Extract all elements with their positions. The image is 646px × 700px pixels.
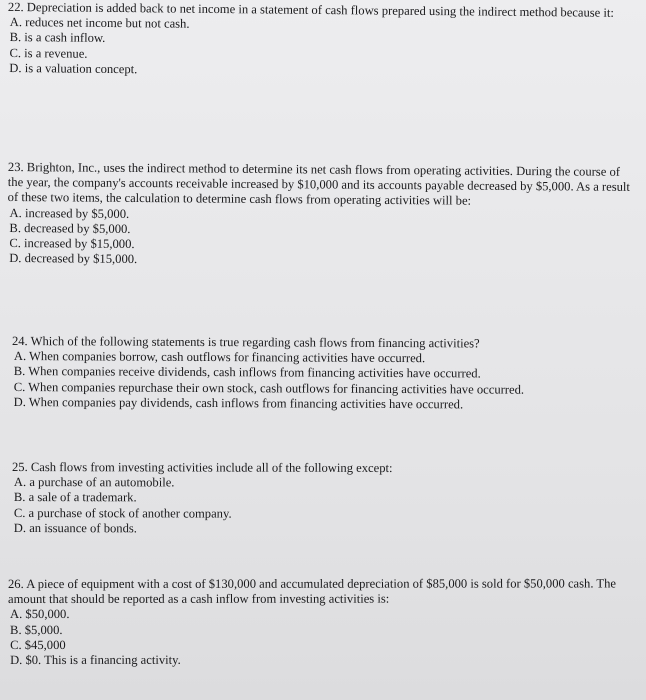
question-26 [8, 576, 634, 668]
answer-option-a: A. a purchase of an automobile. [13, 475, 175, 490]
answer-option-a: A. increased by $5,000. [9, 205, 130, 221]
answer-option-c: C. a purchase of stock of another company. [13, 505, 232, 521]
question-25 [12, 460, 622, 538]
answer-option-c: C. increased by $15,000. [9, 236, 135, 252]
question-stem: 23. Brighton, Inc., uses the indirect method to determine its net cash flows from operating activities. During the course of the year, the company's accounts receivable increased by $10,000 and its accounts payable decreased by $5,000. As a result of these two items, the calculation to determine cash flows from operating activities will be: [7, 160, 631, 209]
answer-option-b: B. When companies receive dividends, cash inflows from financing activities have occurred. [13, 364, 481, 381]
answer-option-d: D. When companies pay dividends, cash inflows from financing activities have occurred. [13, 394, 464, 412]
question-stem: 22. Depreciation is added back to net income in a statement of cash flows prepared using the indirect method because it: [7, 0, 615, 20]
question-stem: 24. Which of the following statements is true regarding cash flows from financing activities? [11, 334, 480, 351]
answer-options [8, 607, 634, 668]
question-stem: 26. A piece of equipment with a cost of $130,000 and accumulated depreciation of $85,000 is sold for $50,000 cash. The amount that should be reported as a cash inflow from investing activities is: [8, 576, 616, 607]
answer-option-b: B. a sale of a trademark. [13, 490, 137, 505]
answer-option-c: C. When companies repurchase their own stock, cash outflows for financing activities have occurred. [13, 379, 525, 397]
answer-option-d: D. is a valuation concept. [9, 60, 138, 77]
answer-option-d: D. decreased by $15,000. [9, 251, 138, 267]
answer-option-d: D. an issuance of bonds. [13, 520, 137, 536]
question-23 [7, 160, 634, 271]
answer-option-b: B. decreased by $5,000. [9, 220, 131, 236]
question-stem: 25. Cash flows from investing activities include all of the following except: [11, 460, 393, 475]
answer-option-b: B. is a cash inflow. [9, 30, 106, 46]
question-22 [7, 0, 634, 82]
answer-option-a: A. $50,000. [10, 607, 70, 622]
answer-options [7, 206, 633, 272]
answer-option-c: C. $45,000 [10, 637, 66, 652]
answer-option-d: D. $0. This is a financing activity. [10, 652, 181, 668]
answer-options [12, 475, 622, 537]
answer-options [7, 15, 634, 82]
answer-option-a: A. When companies borrow, cash outflows for financing activities have occurred. [13, 349, 426, 366]
answer-option-c: C. is a revenue. [9, 45, 88, 61]
question-24 [12, 334, 622, 413]
answer-option-a: A. reduces net income but not cash. [9, 15, 190, 31]
answer-options [12, 349, 622, 413]
answer-option-b: B. $5,000. [10, 622, 63, 637]
